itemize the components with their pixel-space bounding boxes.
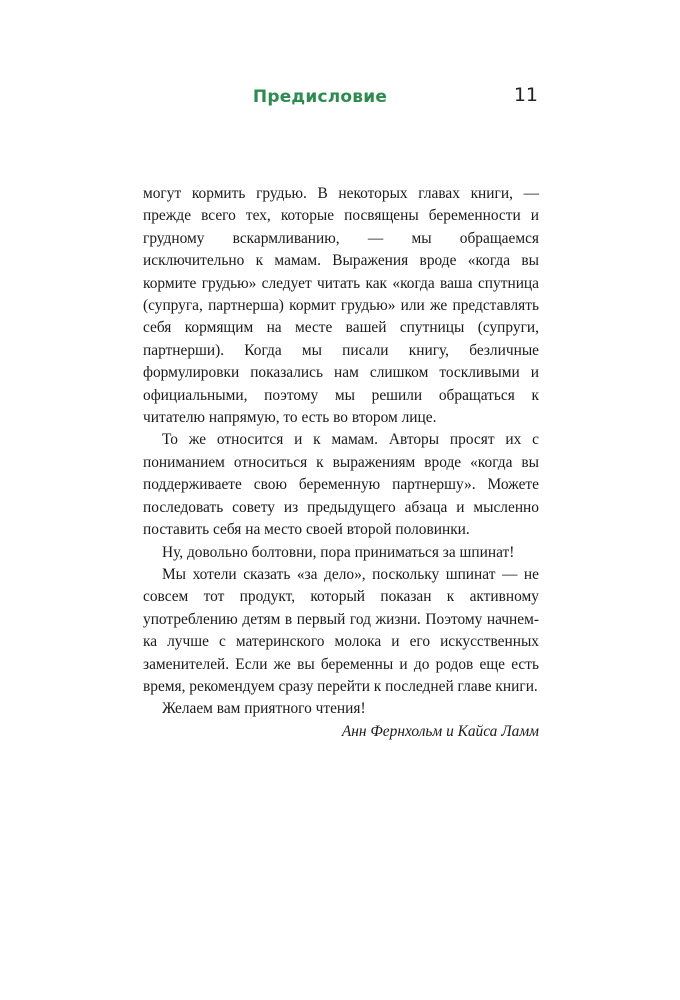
page-number: 11 [513,84,538,106]
paragraph-wishes: Желаем вам приятного чтения! [162,700,366,718]
paragraph-continuation: могут кормить грудью. В некоторых главах книги, — прежде всего тех, которые посвящены беременности и грудному вскармливанию, — мы обращаемся исключительно к мамам. Выражения вроде «когда вы кормите грудью» следует читать как «когда ваша спутница (супруга, партнерша) кормит грудью» или же представлять себя кормящим на месте вашей спутницы (супруги, партнерши). Когда мы писали книгу, безличные формулировки показались нам слишком тоскливыми и официальными, поэтому мы решили обращаться к читателю напрямую, то есть во втором лице. [143,185,539,427]
authors-signature: Анн Фернхольм и Кайса Ламм [341,722,539,740]
chapter-title: Предисловие [252,87,388,107]
body-text [143,183,539,743]
running-head [0,84,680,114]
paragraph-explanation: Мы хотели сказать «за дело», поскольку шпинат — не совсем тот продукт, который показан к активному употреблению детям в первый год жизни. Поэтому начнем-ка лучше с материнского молока и его искусственных заменителей. Если же вы беременны и до родов еще есть время, рекомендуем сразу перейти к последней главе книги. [143,565,539,695]
paragraph-spinach: Ну, довольно болтовни, пора приниматься за шпинат! [162,543,515,561]
paragraph-moms-note: То же относится и к мамам. Авторы просят их с пониманием относиться к выражениям вроде «когда вы поддерживаете свою беременную партнершу». Можете последовать совету из предыдущего абзаца и мысленно поставить себя на место своей второй половинки. [143,431,539,539]
